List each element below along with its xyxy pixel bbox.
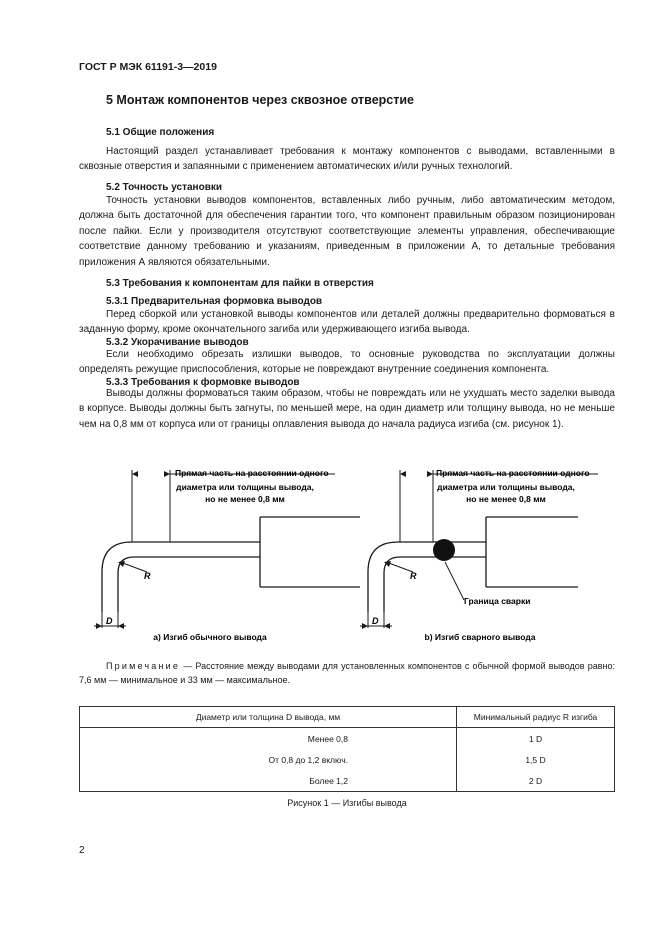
table-header-row	[80, 707, 615, 728]
callout-a-line2: диаметра или толщины вывода,	[176, 482, 314, 492]
label-d-a: D	[106, 616, 113, 626]
subsection-5-2-text: Точность установки выводов компонентов, вставленных либо ручным, либо автоматическим методом, должна быть достаточной для обеспечения гарантии того, что компонент правильным образом позиционирован после пайки. Если у производителя отсутствуют соответствующие элементы управления, обеспечивающие соответствие данному требованию и указаниям, приведенным в приложении А, то детальные требования приложения А являются обязательными.	[79, 195, 615, 268]
table-cell-diameter: Более 1,2	[80, 770, 457, 792]
weld-joint	[433, 539, 455, 561]
callout-a-line1: Прямая часть на расстоянии одного	[175, 468, 329, 478]
table-header-radius: Минимальный радиус R изгиба	[457, 707, 615, 728]
table-row	[80, 728, 615, 750]
subsection-5-1-title: 5.1 Общие положения	[106, 127, 215, 138]
subsection-5-3-2-text: Если необходимо обрезать излишки выводов, то основные руководства по эксплуатации должны определять режущие приспособления, которые не повреждают внутренние соединения компонента.	[79, 349, 615, 376]
subsection-5-3-2-title: 5.3.2 Укорачивание выводов	[106, 337, 249, 348]
callout-b-line2: диаметра или толщины вывода,	[437, 482, 575, 492]
subsection-5-3-1-text: Перед сборкой или установкой выводы компонентов или деталей должны предварительно формоваться в заданную форму, кроме окончательного загиба или удерживающего изгиба вывода.	[79, 309, 615, 336]
callout-a-line3: но не менее 0,8 мм	[205, 494, 285, 504]
label-r-a: R	[144, 571, 151, 581]
section-title: 5 Монтаж компонентов через сквозное отверстие	[106, 93, 414, 107]
subsection-5-3-title: 5.3 Требования к компонентам для пайки в отверстия	[106, 278, 374, 289]
caption-a: а) Изгиб обычного вывода	[153, 632, 267, 642]
table-row	[80, 770, 615, 792]
table-cell-diameter: Менее 0,8	[80, 728, 457, 750]
subsection-5-3-1-title: 5.3.1 Предварительная формовка выводов	[106, 296, 323, 307]
subsection-5-3-3-text: Выводы должны формоваться таким образом, чтобы не повреждать или не ухудшать место заделки вывода в корпусе. Выводы должны быть загнуты, по меньшей мере, на один диаметр или толщину вывода, но не меньше чем на 0,8 мм от корпуса или от границы оплавления вывода до начала радиуса изгиба (см. рисунок 1).	[79, 388, 615, 430]
label-d-b: D	[372, 616, 379, 626]
subsection-5-3-3-title: 5.3.3 Требования к формовке выводов	[106, 377, 300, 388]
figure-a-diagram	[90, 462, 350, 657]
table-cell-radius: 2 D	[457, 770, 615, 792]
figure-title: Рисунок 1 — Изгибы вывода	[287, 798, 407, 808]
subsection-5-2-title: 5.2 Точность установки	[106, 182, 223, 193]
caption-b: b) Изгиб сварного вывода	[424, 632, 536, 642]
subsection-5-1-text: Настоящий раздел устанавливает требования к монтажу компонентов с выводами, вставленными в сквозные отверстия и запаянными с применением автоматических и/или ручных технологий.	[79, 146, 615, 173]
note	[79, 659, 615, 687]
label-r-b: R	[410, 571, 417, 581]
table-row	[80, 749, 615, 770]
table-cell-radius: 1 D	[457, 728, 615, 750]
table-header-diameter: Диаметр или толщина D вывода, мм	[80, 707, 457, 728]
callout-b-line1: Прямая часть на расстоянии одного	[436, 468, 590, 478]
table-cell-diameter: От 0,8 до 1,2 включ.	[80, 749, 457, 770]
callout-b-line3: но не менее 0,8 мм	[466, 494, 546, 504]
page-number: 2	[79, 845, 85, 856]
bend-radius-table	[79, 706, 615, 792]
document-code: ГОСТ Р МЭК 61191-3—2019	[79, 61, 217, 73]
note-label: Примечание	[106, 661, 181, 671]
table-cell-radius: 1,5 D	[457, 749, 615, 770]
figure-b-diagram	[356, 462, 616, 657]
weld-boundary-label: Граница сварки	[464, 596, 531, 606]
note-text: — Расстояние между выводами для установленных компонентов с обычной формой выводов равно: 7,6 мм — минимальное и 33 мм — максимальное.	[79, 661, 615, 685]
